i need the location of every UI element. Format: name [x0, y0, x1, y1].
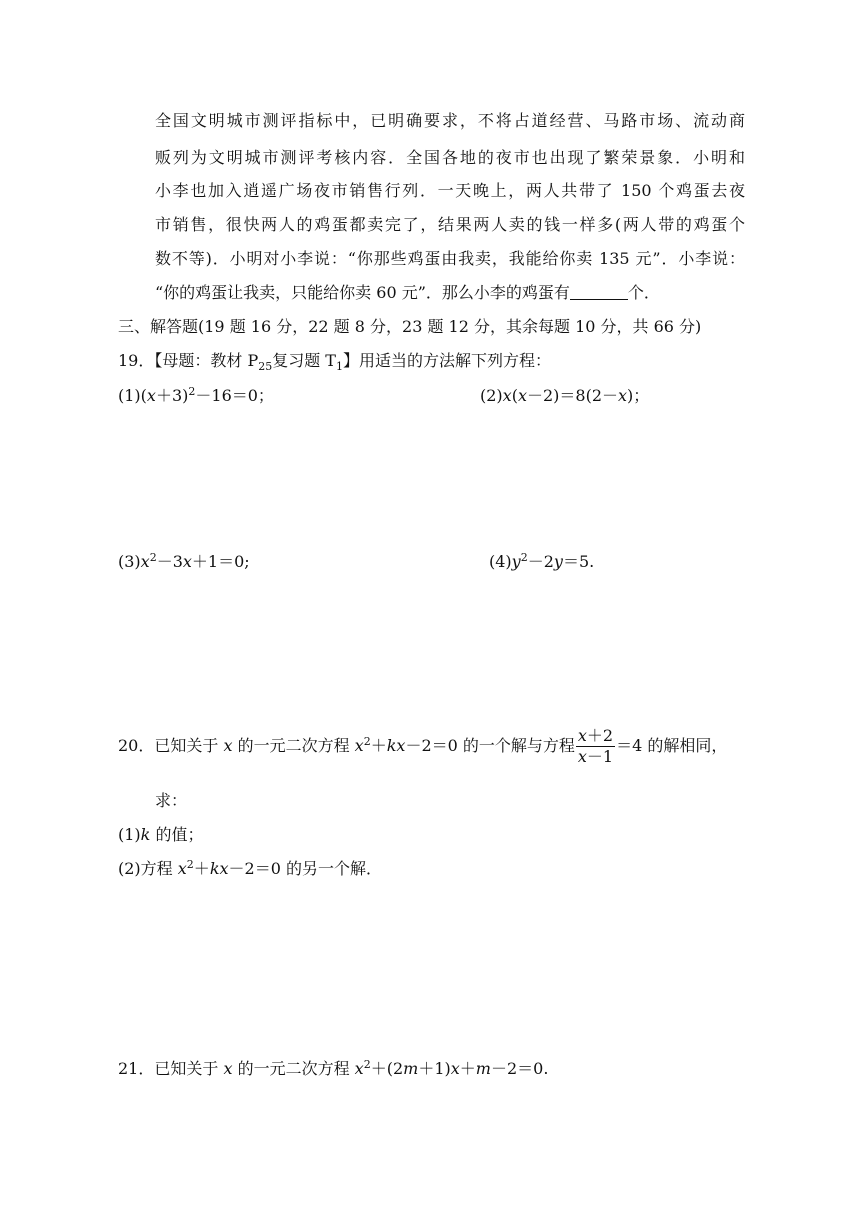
variable: x — [517, 386, 527, 405]
text: ＝5. — [562, 552, 595, 571]
text: －3 — [156, 552, 183, 571]
variable: x — [177, 859, 187, 878]
text: 的一元二次方程 — [232, 1059, 355, 1078]
q20-stem — [118, 726, 727, 766]
passage-last-suffix: 个． — [627, 283, 660, 302]
text: －2 — [527, 552, 554, 571]
exponent: 2 — [186, 858, 194, 871]
label: (1) — [118, 825, 141, 844]
text: －2＝0 的一个解与方程 — [405, 736, 575, 755]
text: －2＝0 的另一个解． — [228, 859, 382, 878]
q20-continuation: 求： — [155, 791, 188, 810]
text: －2)＝8(2－ — [526, 386, 619, 405]
label: (2) — [480, 386, 503, 405]
fraction-denominator — [576, 747, 615, 766]
passage-line-6 — [155, 283, 745, 303]
variable: x — [354, 1059, 364, 1078]
variable: x — [577, 726, 587, 745]
text: ＋1) — [418, 1059, 451, 1078]
text: ＋2 — [586, 726, 614, 745]
answer-blank[interactable] — [570, 285, 628, 300]
text: ＋1＝0; — [191, 552, 250, 571]
variable: kx — [386, 736, 406, 755]
exponent: 2 — [363, 735, 371, 748]
text: －1 — [586, 747, 614, 766]
variable: x — [502, 386, 512, 405]
label: (2)方程 — [118, 859, 178, 878]
passage-line-4: 市销售，很快两人的鸡蛋都卖完了，结果两人卖的钱一样多(两人带的鸡蛋个 — [155, 215, 745, 234]
exponent: 2 — [520, 551, 528, 564]
exponent: 2 — [188, 385, 196, 398]
section-heading: 三、解答题(19 题 16 分，22 题 8 分，23 题 12 分，其余每题 10 分，共 66 分) — [118, 317, 702, 336]
text: 20．已知关于 — [118, 736, 224, 755]
variable: kx — [209, 859, 229, 878]
text: ＋ — [459, 1059, 476, 1078]
label: (1) — [118, 386, 141, 405]
variable: m — [475, 1059, 491, 1078]
variable: y — [511, 552, 521, 571]
variable: x — [223, 1059, 233, 1078]
passage-line-1: 全国文明城市测评指标中，已明确要求，不将占道经营、马路市场、流动商 — [155, 111, 745, 130]
variable: k — [140, 825, 151, 844]
variable: x — [182, 552, 192, 571]
q19-prefix: 19．【母题：教材 P — [118, 351, 259, 370]
text: ＋ — [193, 859, 210, 878]
text: 的值； — [150, 825, 204, 844]
q19-middle: 复习题 T — [272, 351, 336, 370]
variable: x — [450, 1059, 460, 1078]
variable: m — [403, 1059, 419, 1078]
q19-stem — [118, 351, 551, 371]
passage-line-3: 小李也加入逍遥广场夜市销售行列．一天晚上，两人共带了 150 个鸡蛋去夜 — [155, 181, 745, 200]
passage-line-2: 贩列为文明城市测评考核内容．全国各地的夜市也出现了繁荣景象．小明和 — [155, 148, 745, 167]
label: (3) — [118, 552, 141, 571]
q19-part-3 — [118, 552, 250, 572]
variable: x — [140, 552, 150, 571]
variable: x — [354, 736, 364, 755]
variable: x — [223, 736, 233, 755]
text: ＋(2 — [370, 1059, 404, 1078]
variable: x — [618, 386, 628, 405]
q19-page-subscript: 25 — [258, 360, 273, 373]
q19-suffix: 】用适当的方法解下列方程： — [342, 351, 551, 370]
passage-last-text: “你的鸡蛋让我卖，只能给你卖 60 元”．那么小李的鸡蛋有 — [155, 283, 570, 302]
label: (4) — [489, 552, 512, 571]
q21-stem — [118, 1059, 548, 1079]
q20-part-2 — [118, 859, 382, 879]
text: ＋3) — [155, 386, 189, 405]
fraction — [576, 727, 615, 766]
q19-part-2 — [480, 386, 649, 406]
fraction-numerator — [576, 727, 615, 747]
text: )； — [627, 386, 650, 405]
exponent: 2 — [363, 1058, 371, 1071]
text: ＝4 的解相同， — [616, 736, 728, 755]
text: 的一元二次方程 — [232, 736, 355, 755]
q19-part-1 — [118, 386, 274, 406]
text: －2＝0. — [490, 1059, 549, 1078]
q20-part-1 — [118, 825, 203, 845]
q19-part-4 — [489, 552, 594, 572]
text: －16＝0； — [195, 386, 274, 405]
text: 21．已知关于 — [118, 1059, 224, 1078]
text: ＋ — [370, 736, 387, 755]
variable: x — [577, 747, 587, 766]
exponent: 2 — [149, 551, 157, 564]
q19-t-subscript: 1 — [335, 360, 343, 373]
passage-line-5: 数不等)．小明对小李说：“你那些鸡蛋由我卖，我能给你卖 135 元”．小李说： — [155, 249, 745, 268]
variable: y — [553, 552, 563, 571]
variable: x — [146, 386, 156, 405]
text: ( — [511, 386, 518, 405]
text: ( — [140, 386, 147, 405]
